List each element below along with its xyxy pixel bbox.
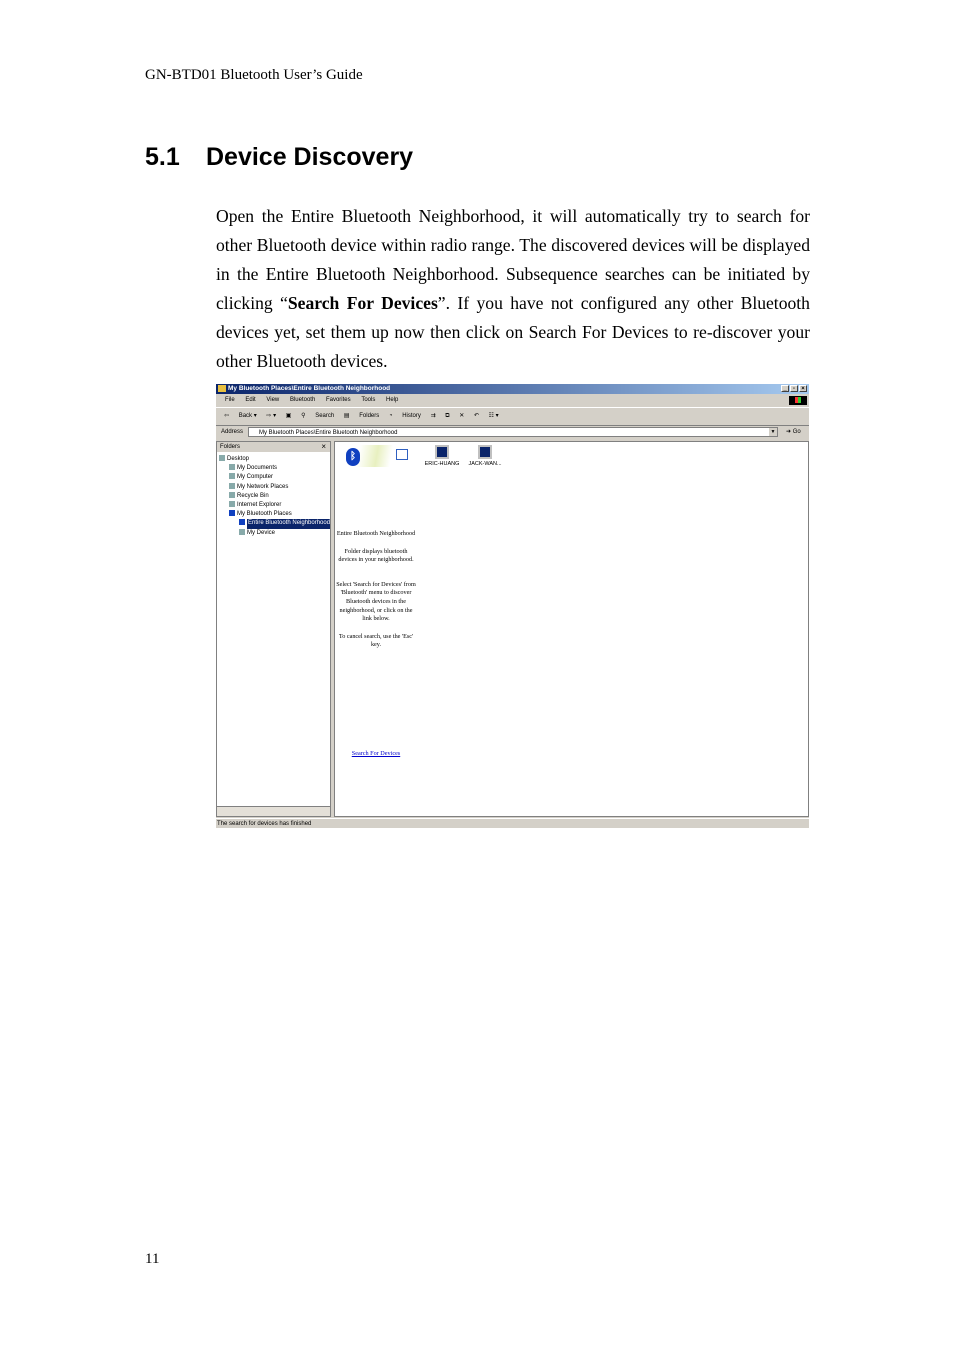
back-button[interactable]: ⇦ Back ▾	[224, 413, 257, 419]
folder-icon	[218, 385, 226, 392]
menu-favorites[interactable]: Favorites	[325, 397, 351, 403]
forward-button[interactable]: ⇨ ▾	[266, 413, 277, 419]
delete-icon[interactable]: ✕	[459, 413, 465, 419]
copy-to-icon[interactable]: ⧉	[445, 413, 450, 419]
go-button[interactable]: ➜ Go	[786, 429, 801, 435]
computer-icon	[435, 445, 449, 459]
chevron-down-icon[interactable]: ▼	[770, 429, 776, 435]
window-title: My Bluetooth Places\Entire Bluetooth Neighborhood	[228, 385, 391, 392]
address-bar	[216, 426, 809, 439]
desktop-icon	[219, 455, 225, 461]
close-icon[interactable]: ×	[799, 385, 807, 392]
device-jack-wan[interactable]: JACK-WAN...	[465, 445, 505, 467]
network-icon	[229, 483, 235, 489]
move-to-icon[interactable]: ⇉	[430, 413, 436, 419]
tree-item-entire-bluetooth-neighborhood[interactable]: Entire Bluetooth Neighborhood	[217, 519, 330, 528]
paragraph-bold: Search For Devices	[287, 292, 438, 313]
windows-logo-icon	[789, 396, 807, 405]
maximize-icon[interactable]: ▫	[790, 385, 798, 392]
tree-item-my-bluetooth-places[interactable]: My Bluetooth Places	[217, 510, 330, 519]
info-panel	[335, 530, 417, 659]
banner-square-icon	[396, 449, 408, 460]
tree-item-internet-explorer[interactable]: Internet Explorer	[217, 501, 330, 510]
running-header: GN-BTD01 Bluetooth User’s Guide	[145, 67, 363, 83]
computer-icon	[229, 473, 235, 479]
bluetooth-icon	[239, 519, 245, 525]
menu-tools[interactable]: Tools	[361, 397, 376, 403]
title-bar	[216, 384, 809, 394]
menu-bluetooth[interactable]: Bluetooth	[289, 397, 316, 403]
info-description: Folder displays bluetooth devices in your neighborhood.	[338, 547, 414, 564]
folder-tree	[217, 455, 330, 538]
tree-item-recycle-bin[interactable]: Recycle Bin	[217, 492, 330, 501]
page-number: 11	[145, 1251, 160, 1267]
tree-item-my-device[interactable]: My Device	[217, 529, 330, 538]
menu-file[interactable]: File	[225, 397, 235, 403]
tree-item-desktop[interactable]: Desktop	[217, 455, 330, 464]
views-icon[interactable]: ☷ ▾	[488, 413, 499, 419]
info-title: Entire Bluetooth Neighborhood	[336, 530, 416, 537]
folders-pane	[216, 441, 331, 817]
minimize-icon[interactable]: _	[781, 385, 789, 392]
bluetooth-banner	[338, 445, 408, 467]
computer-icon	[239, 529, 245, 535]
address-label: Address	[221, 429, 244, 435]
menu-edit[interactable]: Edit	[245, 397, 256, 403]
info-cancel: To cancel search, use the 'Esc' key.	[338, 632, 414, 649]
section-number: 5.1	[145, 143, 180, 171]
folders-button[interactable]: ▤ Folders	[343, 413, 380, 419]
history-button[interactable]: ◔ History	[388, 413, 421, 419]
search-button[interactable]: ⚲ Search	[301, 413, 335, 419]
tree-item-my-network-places[interactable]: My Network Places	[217, 483, 330, 492]
content-pane	[334, 441, 809, 817]
info-instructions: Select 'Search for Devices' from 'Bluetooth' menu to discover Bluetooth devices in the neighborhood, or click on the link below.	[336, 580, 416, 623]
section-title: Device Discovery	[206, 143, 414, 171]
horizontal-scrollbar[interactable]	[217, 806, 330, 816]
bluetooth-icon	[229, 510, 235, 516]
folder-icon	[229, 464, 235, 470]
address-input[interactable]: My Bluetooth Places\Entire Bluetooth Neighborhood	[248, 427, 778, 437]
toolbar	[216, 407, 809, 426]
computer-icon	[478, 445, 492, 459]
up-folder-icon[interactable]: ▣	[285, 413, 292, 419]
status-bar: The search for devices has finished	[216, 818, 809, 828]
recycle-bin-icon	[229, 492, 235, 498]
paragraph-part1: Open the Entire Bluetooth Neighborhood, it will automatically try to search for other Bluetooth device within radio range. The discovered devices will be displayed in the Entire Bluetooth Neighborhood. Subsequence searches can be initiated by clicking “	[216, 206, 810, 313]
menu-bar	[216, 395, 809, 405]
explorer-screenshot	[216, 384, 809, 828]
ie-icon	[229, 501, 235, 507]
undo-icon[interactable]: ↶	[473, 413, 479, 419]
body-paragraph	[216, 202, 810, 375]
close-pane-icon[interactable]: ×	[321, 442, 326, 451]
bluetooth-logo-icon: ᛒ	[346, 448, 360, 466]
section-heading	[145, 143, 413, 172]
device-eric-huang[interactable]: ERIC-HUANG	[422, 445, 462, 467]
folders-header: Folders ×	[217, 442, 330, 452]
menu-help[interactable]: Help	[386, 397, 399, 403]
paragraph-part2: ”. If you have not configured any other Bluetooth devices yet, set them up now then click on Search For Devices to re-discover your other Bluetooth devices.	[216, 292, 810, 371]
tree-item-my-documents[interactable]: My Documents	[217, 464, 330, 473]
search-for-devices-link[interactable]: Search For Devices	[351, 750, 401, 757]
tree-item-my-computer[interactable]: My Computer	[217, 473, 330, 482]
menu-view[interactable]: View	[266, 397, 280, 403]
